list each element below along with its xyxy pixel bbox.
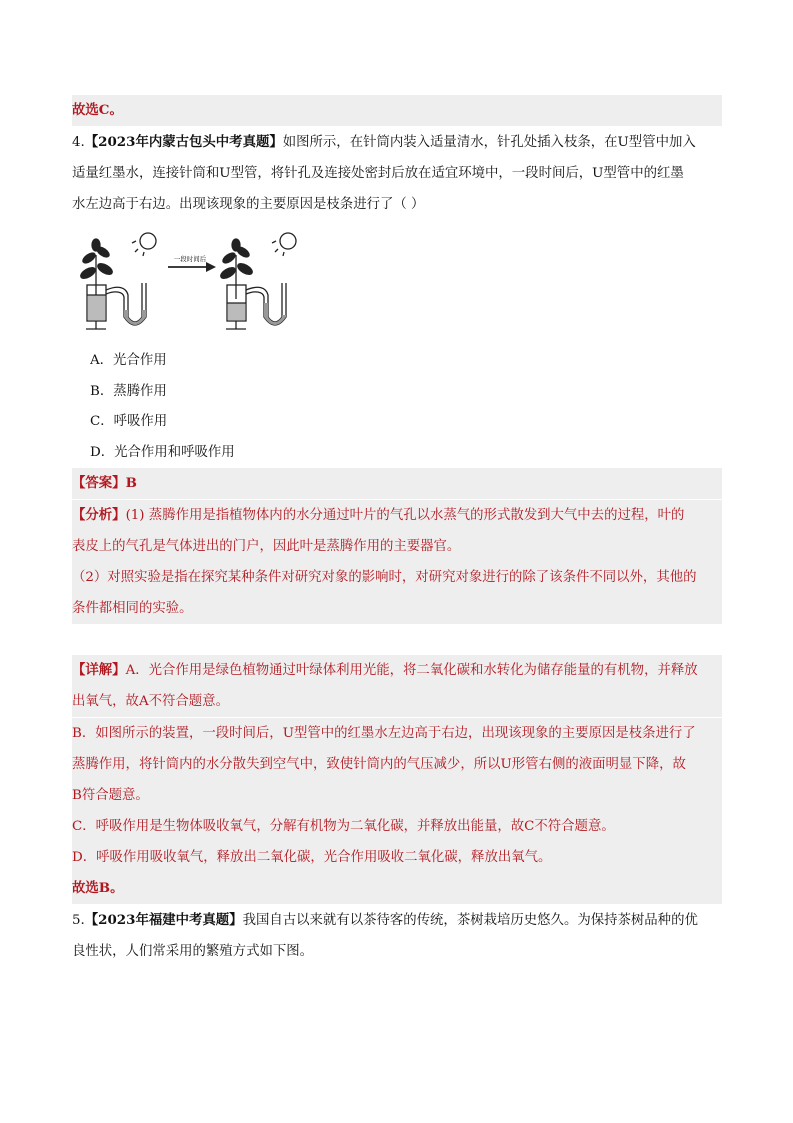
analysis-text-1: (1) 蒸腾作用是指植物体内的水分通过叶片的气孔以水蒸气的形式散发到大气中去的过程，叶的: [125, 508, 685, 523]
detail-line-2: 出氧气，故A不符合题意。: [72, 686, 722, 717]
option-c: C．呼吸作用: [90, 414, 168, 429]
analysis-tag: 【分析】: [72, 507, 126, 523]
question-4-number: 4.: [72, 135, 85, 150]
detail-line-7: D．呼吸作用吸收氧气，释放出二氧化碳，光合作用吸收二氧化碳，释放出氧气。: [72, 842, 722, 873]
question-4-stem-1: 如图所示，在针筒内装入适量清水，针孔处插入枝条，在U型管中加入: [282, 135, 696, 150]
question-4-stem-2: 适量红墨水，连接针筒和U型管，将针孔及连接处密封后放在适宜环境中，一段时间后，U型管中的红墨: [72, 166, 684, 181]
option-b: B．蒸腾作用: [90, 384, 167, 399]
question-4-line-1: [72, 127, 722, 158]
answer-value: B: [125, 475, 137, 491]
transition-arrow: [168, 254, 216, 272]
previous-conclusion: 故选C。: [72, 95, 722, 126]
question-5-line-1: [72, 905, 722, 936]
analysis-line-4: 条件都相同的实验。: [72, 593, 722, 624]
answer-line: [72, 468, 722, 499]
question-5-stem-2: 良性状，人们常采用的繁殖方式如下图。: [72, 944, 314, 959]
apparatus-before: [79, 233, 156, 329]
detail-text-1: A．光合作用是绿色植物通过叶绿体利用光能，将二氧化碳和水转化为储存能量的有机物，并释放: [125, 663, 698, 678]
analysis-line-3: （2）对照实验是指在探究某种条件对研究对象的影响时，对研究对象进行的除了该条件不同以外，其他的: [72, 562, 722, 593]
detail-tag: 【详解】: [72, 662, 126, 678]
question-5-source: 【2023年福建中考真题】: [84, 912, 243, 928]
analysis-line-1: [72, 500, 722, 531]
arrow-label: 一段时间后: [173, 255, 207, 263]
detail-line-1: [72, 655, 722, 686]
question-4-conclusion: 故选B。: [72, 873, 722, 904]
question-4-stem-3: 水左边高于右边。出现该现象的主要原因是枝条进行了（ ）: [72, 197, 425, 212]
detail-line-4: 蒸腾作用，将针筒内的水分散失到空气中，致使针筒内的气压减少，所以U形管右侧的液面明显下降，故: [72, 749, 722, 780]
experiment-figure: [78, 225, 303, 335]
question-5-stem-1: 我国自古以来就有以茶待客的传统，茶树栽培历史悠久。为保持茶树品种的优: [242, 913, 698, 928]
detail-line-3: B．如图所示的装置，一段时间后，U型管中的红墨水左边高于右边，出现该现象的主要原因是枝条进行了: [72, 718, 722, 749]
option-d: D．光合作用和呼吸作用: [90, 445, 235, 460]
question-4-source: 【2023年内蒙古包头中考真题】: [84, 134, 283, 150]
detail-line-5: B符合题意。: [72, 780, 722, 811]
answer-tag: 【答案】: [72, 475, 126, 491]
apparatus-after: [219, 233, 296, 329]
detail-line-6: C．呼吸作用是生物体吸收氧气，分解有机物为二氧化碳，并释放出能量，故C不符合题意。: [72, 811, 722, 842]
option-a: A．光合作用: [90, 353, 167, 368]
question-5-number: 5.: [72, 913, 85, 928]
analysis-line-2: 表皮上的气孔是气体进出的门户，因此叶是蒸腾作用的主要器官。: [72, 531, 722, 562]
